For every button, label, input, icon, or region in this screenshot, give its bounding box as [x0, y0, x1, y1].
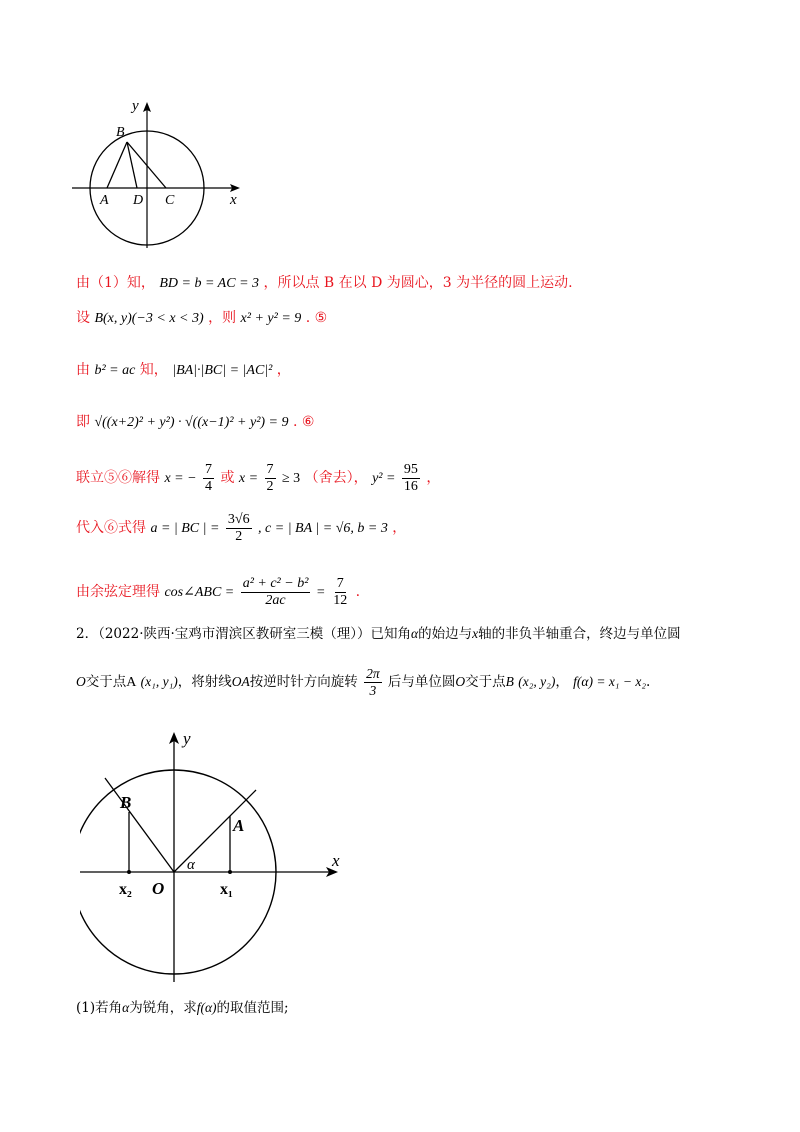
numerator: 7: [336, 575, 344, 591]
text: ，将射线: [177, 674, 232, 690]
numerator: 7: [266, 461, 274, 477]
numerator: 7: [205, 461, 213, 477]
math: A: [126, 675, 137, 690]
math: ≥ 3: [282, 471, 301, 486]
denominator: 2: [235, 528, 243, 544]
text: ，: [392, 520, 407, 536]
denominator: 2: [266, 478, 274, 494]
fraction-3sqrt6-2: [226, 512, 252, 545]
text: 交于点: [465, 674, 506, 690]
math: O: [76, 674, 86, 689]
segment-ab: [107, 142, 127, 188]
math: x = −: [164, 471, 197, 486]
text: (1)若角: [76, 1000, 123, 1016]
text: ，: [555, 674, 569, 690]
math: f(α) = x₁ − x₂: [573, 674, 647, 689]
text: ，所以点 B 在以 D 为圆心，3 为半径的圆上运动.: [263, 275, 573, 291]
label-b: B: [120, 793, 132, 812]
denominator: 16: [403, 478, 418, 494]
label-a: A: [233, 816, 245, 835]
fraction-2pi-3: [364, 666, 382, 699]
math-bd: BD = b = AC = 3: [159, 276, 260, 291]
text: .: [646, 674, 651, 690]
math-b-squared: b² = ac: [94, 363, 136, 378]
math: (x₁, y₁): [140, 674, 178, 689]
numerator: 2π: [366, 666, 380, 681]
solution-line-2: [76, 308, 327, 329]
math-sqrt-product: √((x+2)² + y²) · √((x−1)² + y²) = 9: [94, 415, 289, 430]
label-c: C: [165, 193, 175, 208]
solution-line-5: [76, 458, 440, 499]
solution-line-7: [76, 572, 360, 613]
denominator: 3: [369, 683, 377, 698]
fraction-7-4: [203, 462, 214, 495]
label-y: y: [183, 729, 191, 748]
math: cos∠ABC =: [164, 585, 235, 600]
text: 2．（2022·陕西·宝鸡市渭滨区教研室三模（理））已知角: [76, 626, 412, 642]
text: ，: [426, 470, 441, 486]
question-1: [76, 998, 289, 1018]
math: α: [122, 1000, 130, 1015]
label-y: y: [132, 98, 139, 114]
fraction-7-2: [265, 462, 276, 495]
solution-line-1: [76, 273, 573, 294]
label-alpha: α: [187, 857, 195, 873]
math: =: [316, 585, 325, 600]
point-x2: [127, 870, 131, 874]
math: f(α): [196, 1000, 217, 1015]
text: . ⑤: [305, 310, 328, 326]
numerator: 95: [403, 461, 418, 477]
math: y² =: [372, 471, 396, 486]
text: 为锐角，求: [129, 1000, 197, 1016]
figure-1-circle-diagram: [60, 90, 260, 260]
label-x2: x₂: [119, 881, 132, 898]
math-abs-product: |BA|·|BC| = |AC|²: [172, 363, 273, 378]
ray-ob: [105, 778, 174, 872]
text: 的始边与: [418, 626, 473, 642]
text: 的取值范围;: [216, 1000, 289, 1016]
text: 或: [220, 470, 235, 486]
text: 知，: [139, 362, 168, 378]
label-x: x: [230, 192, 237, 208]
text: 后与单位圆: [387, 674, 456, 690]
text: ，: [276, 362, 291, 378]
text: （舍去），: [304, 470, 368, 486]
fraction-cosine: [241, 576, 311, 609]
label-d: D: [133, 193, 144, 208]
math: B: [505, 674, 514, 689]
math: O: [455, 674, 466, 689]
text: 轴的非负半轴重合，终边与单位圆: [478, 626, 681, 642]
denominator: 4: [205, 478, 213, 494]
denominator: 2ac: [265, 592, 286, 608]
math: x: [472, 626, 479, 641]
text: 代入⑥式得: [76, 520, 146, 536]
label-a: A: [100, 193, 109, 208]
math: α: [411, 626, 419, 641]
text: . ⑥: [292, 414, 315, 430]
fraction-95-16: [402, 462, 420, 495]
text: ，则: [208, 310, 237, 326]
numerator: a² + c² − b²: [242, 575, 309, 591]
text: 即: [76, 414, 90, 430]
text: 由余弦定理得: [76, 584, 160, 600]
problem-2-line-1: [76, 624, 681, 644]
label-x: x: [332, 851, 340, 870]
label-b: B: [116, 125, 125, 140]
math: a = | BC | =: [150, 521, 220, 536]
math-circle-eq: x² + y² = 9: [240, 311, 302, 326]
math: (x₂, y₂): [518, 674, 556, 689]
figure-2-unit-circle-diagram: [80, 720, 360, 990]
point-x1: [228, 870, 232, 874]
text: 设: [76, 310, 90, 326]
text: 交于点: [85, 674, 127, 690]
math: OA: [231, 674, 250, 689]
solution-line-6: [76, 508, 406, 549]
text: 按逆时针方向旋转: [249, 674, 358, 690]
fraction-7-12: [331, 576, 349, 609]
text: 由（1）知，: [76, 275, 155, 291]
solution-line-4: [76, 412, 314, 433]
math: x =: [238, 471, 259, 486]
math: , c = | BA | = √6, b = 3: [258, 521, 388, 536]
numerator: 3√6: [227, 511, 250, 527]
denominator: 12: [333, 592, 348, 608]
label-x1: x₁: [220, 881, 233, 898]
problem-2-line-2: [76, 662, 650, 703]
solution-line-3: [76, 360, 291, 381]
label-o: O: [152, 879, 165, 898]
math-point-b: B(x, y)(−3 < x < 3): [94, 311, 204, 326]
text: .: [355, 584, 361, 600]
text: 由: [76, 362, 90, 378]
text: 联立⑤⑥解得: [76, 470, 160, 486]
